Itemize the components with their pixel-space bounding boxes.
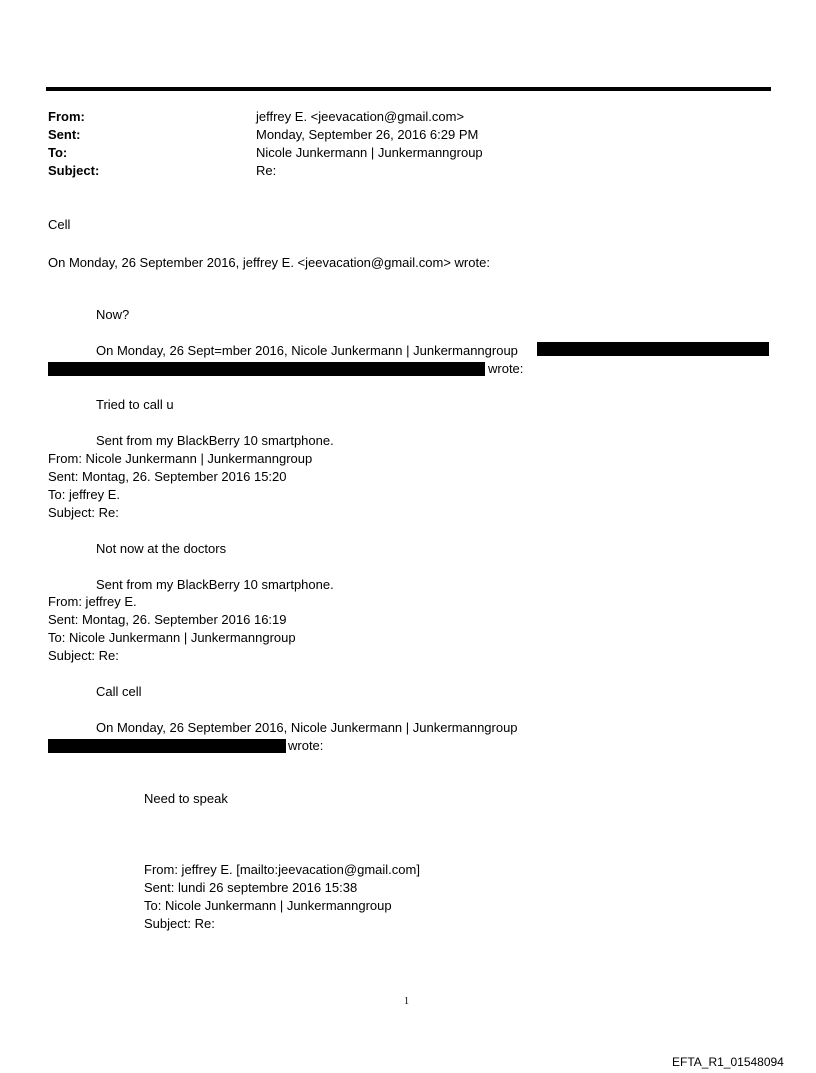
quote-from: From: Nicole Junkermann | Junkermanngroup — [48, 451, 313, 466]
quote-subject: Subject: Re: — [48, 505, 119, 520]
from-label: From: — [48, 109, 85, 124]
body-line-call-cell: Call cell — [96, 684, 142, 699]
quote-subject: Subject: Re: — [48, 648, 119, 663]
subject-value: Re: — [256, 163, 277, 178]
to-label: To: — [48, 145, 68, 160]
redaction-box — [48, 739, 286, 753]
redaction-box — [537, 342, 769, 356]
sent-label: Sent: — [48, 127, 81, 142]
from-value: jeffrey E. <jeevacation@gmail.com> — [256, 109, 465, 124]
quote-from: From: jeffrey E. — [48, 594, 137, 609]
body-line-now: Now? — [96, 307, 130, 322]
quote-to: To: Nicole Junkermann | Junkermanngroup — [48, 630, 296, 645]
body-line-not-now: Not now at the doctors — [96, 541, 227, 556]
header-rule — [46, 87, 771, 91]
quote-header-1: On Monday, 26 September 2016, jeffrey E. <jeevacation@gmail.com> wrote: — [48, 255, 490, 270]
quote-header-2: On Monday, 26 Sept=mber 2016, Nicole Junkermann | Junkermanngroup — [96, 343, 518, 358]
body-line-cell: Cell — [48, 217, 71, 232]
page-number: 1 — [404, 996, 409, 1007]
quote-sent: Sent: Montag, 26. September 2016 16:19 — [48, 612, 287, 627]
signature-line: Sent from my BlackBerry 10 smartphone. — [96, 577, 334, 592]
quote-sent: Sent: Montag, 26. September 2016 15:20 — [48, 469, 287, 484]
quote-to: To: jeffrey E. — [48, 487, 121, 502]
sent-value: Monday, September 26, 2016 6:29 PM — [256, 127, 479, 142]
quote-header-3: On Monday, 26 September 2016, Nicole Junkermann | Junkermanngroup — [96, 720, 518, 735]
body-line-tried: Tried to call u — [96, 397, 174, 412]
quote-from: From: jeffrey E. [mailto:jeevacation@gmail.com] — [144, 862, 420, 877]
document-id: EFTA_R1_01548094 — [672, 1055, 784, 1069]
quote-subject: Subject: Re: — [144, 916, 215, 931]
quote-header-3-wrote: wrote: — [288, 738, 324, 753]
quote-header-2-wrote: wrote: — [488, 361, 524, 376]
signature-line: Sent from my BlackBerry 10 smartphone. — [96, 433, 334, 448]
body-line-need-speak: Need to speak — [144, 791, 228, 806]
redaction-box — [48, 362, 485, 376]
subject-label: Subject: — [48, 163, 100, 178]
quote-to: To: Nicole Junkermann | Junkermanngroup — [144, 898, 392, 913]
quote-sent: Sent: lundi 26 septembre 2016 15:38 — [144, 880, 358, 895]
to-value: Nicole Junkermann | Junkermanngroup — [256, 145, 483, 160]
